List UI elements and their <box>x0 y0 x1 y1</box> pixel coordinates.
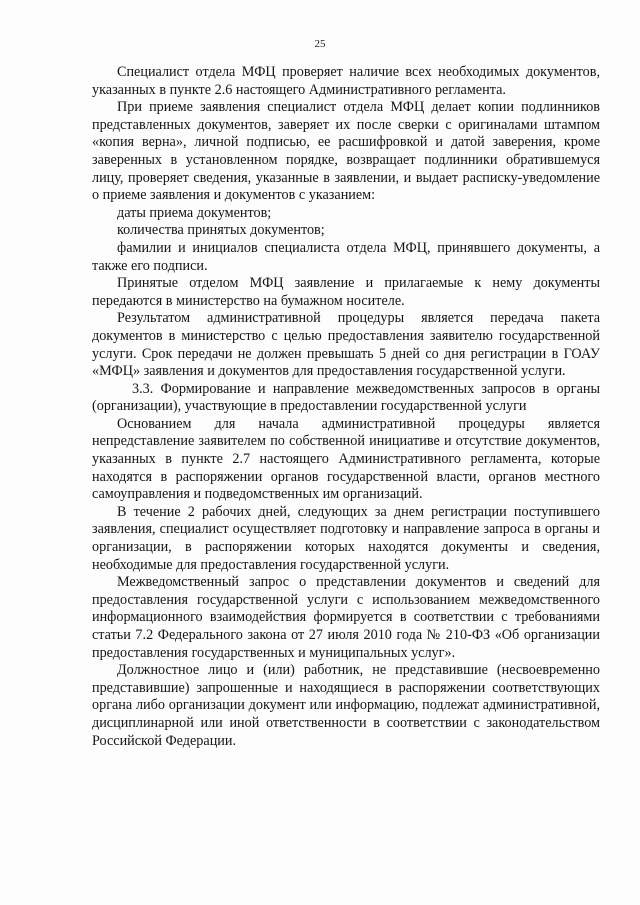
paragraph-responsibility: Должностное лицо и (или) работник, не представившие (несвоевременно представившие) запрошенные и находящиеся в распоряжении соответствующих органа либо организации документ или информацию, подлежат административной, дисциплинарной или иной ответственности в соответствии с законодательством Российской Федерации. <box>92 662 600 749</box>
paragraph-transfer-to-ministry: Принятые отделом МФЦ заявление и прилагаемые к нему документы передаются в министерство на бумажном носителе. <box>92 275 600 309</box>
paragraph-request-deadline: В течение 2 рабочих дней, следующих за днем регистрации поступившего заявления, специалист осуществляет подготовку и направление запроса в органы и организации, в распоряжении которых находятся документы и сведения, необходимые для предоставления государственной услуги. <box>92 503 600 573</box>
paragraph-interagency-request: Межведомственный запрос о представлении документов и сведений для предоставления государственной услуги с использованием межведомственного информационного взаимодействия формируется в соответствии с требованиями статьи 7.2 Федерального закона от 27 июля 2010 года № 210-ФЗ «Об организации предоставления государственных и муниципальных услуг». <box>92 574 600 661</box>
document-body <box>92 64 600 750</box>
paragraph-procedure-basis: Основанием для начала административной процедуры является непредставление заявителем по собственной инициативе и отсутствие документов, указанных в пункте 2.7 настоящего Административного регламента, которые находятся в распоряжении органов государственной власти, органов местного самоуправления и подведомственных им организаций. <box>92 415 600 503</box>
paragraph-procedure-result: Результатом административной процедуры является передача пакета документов в министерство с целью предоставления заявителю государственной услуги. Срок передачи не должен превышать 5 дней со дня регистрации в ГОАУ «МФЦ» заявления и документов для предоставления государственной услуги. <box>92 310 600 380</box>
paragraph-application-intake: При приеме заявления специалист отдела МФЦ делает копии подлинников представленных документов, заверяет их после сверки с оригиналами штампом «копия верна», личной подписью, ее расшифровкой и датой заверения, кроме заверенных в установленном порядке, возвращает подлинники обратившемуся лицу, проверяет сведения, указанные в заявлении, и выдает расписку-уведомление о приеме заявления и документов с указанием: <box>92 99 600 204</box>
paragraph-documents-check: Специалист отдела МФЦ проверяет наличие всех необходимых документов, указанных в пункте 2.6 настоящего Административного регламента. <box>92 64 600 98</box>
list-item-specialist-name: фамилии и инициалов специалиста отдела МФЦ, принявшего документы, а также его подписи. <box>92 239 600 274</box>
list-item-intake-date: даты приема документов; <box>117 204 272 221</box>
section-heading-3-3: 3.3. Формирование и направление межведомственных запросов в органы (организации), участвующие в предоставлении государственной услуги <box>92 380 600 415</box>
list-item-document-count: количества принятых документов; <box>117 222 325 239</box>
page-number: 25 <box>314 38 326 50</box>
